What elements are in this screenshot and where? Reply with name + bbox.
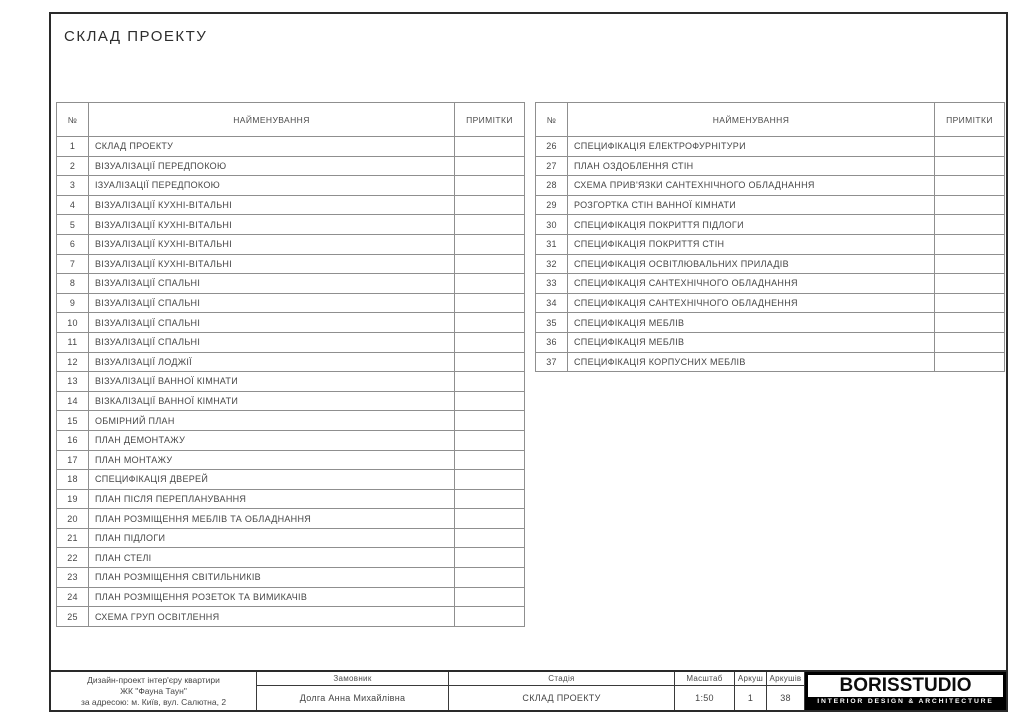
table-row — [57, 274, 525, 294]
cell-notes — [455, 137, 525, 157]
project-description-cell — [51, 672, 257, 710]
table-row — [57, 215, 525, 235]
table-row — [57, 391, 525, 411]
cell-name: ОБМІРНИЙ ПЛАН — [89, 411, 455, 431]
cell-num: 23 — [57, 568, 89, 588]
table-row — [57, 156, 525, 176]
cell-num: 17 — [57, 450, 89, 470]
cell-notes — [455, 411, 525, 431]
table-row — [536, 156, 1005, 176]
cell-notes — [935, 352, 1005, 372]
page-title: СКЛАД ПРОЕКТУ — [64, 28, 208, 45]
cell-num: 12 — [57, 352, 89, 372]
column-header-name: НАЙМЕНУВАННЯ — [568, 103, 935, 137]
scale-cell — [675, 672, 735, 710]
cell-num: 4 — [57, 195, 89, 215]
cell-notes — [455, 313, 525, 333]
cell-name: ВІЗУАЛІЗАЦІЇ КУХНІ-ВІТАЛЬНІ — [89, 254, 455, 274]
cell-num: 5 — [57, 215, 89, 235]
cell-num: 31 — [536, 234, 568, 254]
cell-num: 20 — [57, 509, 89, 529]
table-row — [57, 372, 525, 392]
cell-num: 24 — [57, 587, 89, 607]
cell-num: 30 — [536, 215, 568, 235]
cell-num: 25 — [57, 607, 89, 627]
cell-notes — [935, 215, 1005, 235]
cell-num: 26 — [536, 137, 568, 157]
cell-num: 28 — [536, 176, 568, 196]
project-description-line: за адресою: м. Київ, вул. Салютна, 2 — [80, 696, 227, 707]
stage-value: СКЛАД ПРОЕКТУ — [522, 693, 601, 703]
cell-name: ВІЗУАЛІЗАЦІЇ КУХНІ-ВІТАЛЬНІ — [89, 234, 455, 254]
table-row — [57, 411, 525, 431]
cell-notes — [455, 372, 525, 392]
table-row — [57, 509, 525, 529]
sheet-index-table-left — [56, 102, 525, 627]
table-row — [536, 352, 1005, 372]
column-header-name: НАЙМЕНУВАННЯ — [89, 103, 455, 137]
cell-notes — [455, 156, 525, 176]
cell-name: ПЛАН РОЗМІЩЕННЯ СВІТИЛЬНИКІВ — [89, 568, 455, 588]
cell-notes — [455, 587, 525, 607]
cell-notes — [455, 568, 525, 588]
cell-num: 22 — [57, 548, 89, 568]
cell-notes — [455, 215, 525, 235]
sheet-number-cell — [735, 672, 767, 710]
cell-name: ВІЗУАЛІЗАЦІЇ ЛОДЖІЇ — [89, 352, 455, 372]
table-row — [57, 528, 525, 548]
cell-name: ПЛАН МОНТАЖУ — [89, 450, 455, 470]
cell-name: СПЕЦИФІКАЦІЯ ДВЕРЕЙ — [89, 470, 455, 490]
table-row — [536, 254, 1005, 274]
cell-name: ПЛАН СТЕЛІ — [89, 548, 455, 568]
cell-name: СХЕМА ГРУП ОСВІТЛЕННЯ — [89, 607, 455, 627]
cell-name: СКЛАД ПРОЕКТУ — [89, 137, 455, 157]
column-header-notes: ПРИМІТКИ — [935, 103, 1005, 137]
studio-logo-name: BORISSTUDIO — [839, 674, 972, 697]
cell-name: СПЕЦИФІКАЦІЯ МЕБЛІВ — [568, 332, 935, 352]
table-row — [536, 137, 1005, 157]
cell-name: СПЕЦИФІКАЦІЯ САНТЕХНІЧНОГО ОБЛАДНАННЯ — [568, 274, 935, 294]
table-row — [57, 489, 525, 509]
cell-notes — [455, 234, 525, 254]
table-row — [57, 352, 525, 372]
table-row — [57, 607, 525, 627]
cell-name: СПЕЦИФІКАЦІЯ ПОКРИТТЯ СТІН — [568, 234, 935, 254]
cell-name: ВІЗУАЛІЗАЦІЇ ВАННОЇ КІМНАТИ — [89, 372, 455, 392]
cell-notes — [455, 176, 525, 196]
cell-name: ВІЗУАЛІЗАЦІЇ КУХНІ-ВІТАЛЬНІ — [89, 215, 455, 235]
cell-num: 33 — [536, 274, 568, 294]
table-row — [57, 450, 525, 470]
cell-notes — [455, 528, 525, 548]
stage-cell — [449, 672, 675, 710]
cell-notes — [455, 293, 525, 313]
cell-notes — [935, 234, 1005, 254]
stage-label: Стадія — [449, 672, 674, 686]
cell-num: 29 — [536, 195, 568, 215]
cell-num: 32 — [536, 254, 568, 274]
table-row — [57, 313, 525, 333]
cell-notes — [935, 137, 1005, 157]
cell-num: 14 — [57, 391, 89, 411]
table-row — [536, 313, 1005, 333]
cell-name: РОЗГОРТКА СТІН ВАННОЇ КІМНАТИ — [568, 195, 935, 215]
cell-notes — [935, 332, 1005, 352]
table-row — [57, 568, 525, 588]
cell-name: СПЕЦИФІКАЦІЯ ЕЛЕКТРОФУРНІТУРИ — [568, 137, 935, 157]
cell-notes — [455, 195, 525, 215]
cell-num: 11 — [57, 332, 89, 352]
table-row — [536, 293, 1005, 313]
cell-name: ПЛАН ОЗДОБЛЕННЯ СТІН — [568, 156, 935, 176]
cell-num: 2 — [57, 156, 89, 176]
column-header-number: № — [536, 103, 568, 137]
cell-num: 36 — [536, 332, 568, 352]
cell-name: ВІЗУАЛІЗАЦІЇ КУХНІ-ВІТАЛЬНІ — [89, 195, 455, 215]
cell-num: 18 — [57, 470, 89, 490]
table-row — [536, 176, 1005, 196]
customer-cell — [257, 672, 449, 710]
table-row — [57, 548, 525, 568]
table-header-row — [536, 103, 1005, 137]
sheet-number-value: 1 — [747, 693, 754, 703]
cell-notes — [455, 509, 525, 529]
cell-notes — [455, 274, 525, 294]
column-header-notes: ПРИМІТКИ — [455, 103, 525, 137]
sheet-index-table-right — [535, 102, 1005, 372]
table-row — [57, 332, 525, 352]
table-row — [57, 176, 525, 196]
scale-value: 1:50 — [695, 693, 714, 703]
studio-logo-tagline: INTERIOR DESIGN & ARCHITECTURE — [808, 697, 1003, 707]
customer-value: Долга Анна Михайлівна — [299, 693, 406, 703]
cell-num: 9 — [57, 293, 89, 313]
studio-logo — [805, 672, 1006, 710]
cell-notes — [455, 352, 525, 372]
sheet-count-value: 38 — [780, 693, 791, 703]
cell-name: ВІЗКАЛІЗАЦІЇ ВАННОЇ КІМНАТИ — [89, 391, 455, 411]
table-row — [57, 470, 525, 490]
cell-name: ПЛАН ПІСЛЯ ПЕРЕПЛАНУВАННЯ — [89, 489, 455, 509]
cell-num: 8 — [57, 274, 89, 294]
cell-notes — [455, 470, 525, 490]
sheet-frame — [49, 12, 1008, 712]
cell-notes — [935, 195, 1005, 215]
cell-name: СПЕЦИФІКАЦІЯ МЕБЛІВ — [568, 313, 935, 333]
cell-name: СПЕЦИФІКАЦІЯ ПОКРИТТЯ ПІДЛОГИ — [568, 215, 935, 235]
title-block — [49, 670, 1008, 712]
cell-num: 15 — [57, 411, 89, 431]
cell-notes — [935, 156, 1005, 176]
cell-num: 27 — [536, 156, 568, 176]
cell-notes — [935, 274, 1005, 294]
table-row — [57, 234, 525, 254]
scale-label: Масштаб — [675, 672, 734, 686]
cell-notes — [935, 176, 1005, 196]
cell-notes — [455, 254, 525, 274]
table-row — [536, 274, 1005, 294]
cell-name: ВІЗУАЛІЗАЦІЇ СПАЛЬНІ — [89, 293, 455, 313]
cell-name: ВІЗУАЛІЗАЦІЇ ПЕРЕДПОКОЮ — [89, 156, 455, 176]
cell-name: ПЛАН ДЕМОНТАЖУ — [89, 430, 455, 450]
table-row — [536, 234, 1005, 254]
cell-notes — [935, 313, 1005, 333]
table-header-row — [57, 103, 525, 137]
cell-notes — [455, 391, 525, 411]
table-row — [57, 137, 525, 157]
table-row — [536, 332, 1005, 352]
cell-name: ІЗУАЛІЗАЦІЇ ПЕРЕДПОКОЮ — [89, 176, 455, 196]
table-row — [57, 587, 525, 607]
table-row — [536, 195, 1005, 215]
cell-notes — [455, 607, 525, 627]
cell-num: 3 — [57, 176, 89, 196]
project-description-line: ЖК "Фауна Таун" — [120, 685, 187, 696]
cell-name: ПЛАН РОЗМІЩЕННЯ РОЗЕТОК ТА ВИМИКАЧІВ — [89, 587, 455, 607]
cell-num: 19 — [57, 489, 89, 509]
cell-num: 21 — [57, 528, 89, 548]
cell-num: 16 — [57, 430, 89, 450]
table-row — [57, 195, 525, 215]
table-row — [57, 430, 525, 450]
cell-name: ВІЗУАЛІЗАЦІЇ СПАЛЬНІ — [89, 332, 455, 352]
cell-name: ВІЗУАЛІЗАЦІЇ СПАЛЬНІ — [89, 313, 455, 333]
studio-logo-cell — [805, 672, 1006, 710]
cell-notes — [935, 254, 1005, 274]
cell-num: 35 — [536, 313, 568, 333]
cell-name: ПЛАН РОЗМІЩЕННЯ МЕБЛІВ ТА ОБЛАДНАННЯ — [89, 509, 455, 529]
sheet-count-label: Аркушів — [767, 672, 804, 686]
cell-name: СХЕМА ПРИВ'ЯЗКИ САНТЕХНІЧНОГО ОБЛАДНАННЯ — [568, 176, 935, 196]
cell-name: ПЛАН ПІДЛОГИ — [89, 528, 455, 548]
column-header-number: № — [57, 103, 89, 137]
customer-label: Замовник — [257, 672, 448, 686]
cell-num: 1 — [57, 137, 89, 157]
cell-notes — [455, 332, 525, 352]
project-description-line: Дизайн-проект інтер'єру квартири — [87, 674, 220, 685]
cell-notes — [455, 430, 525, 450]
cell-notes — [455, 548, 525, 568]
cell-name: СПЕЦИФІКАЦІЯ КОРПУСНИХ МЕБЛІВ — [568, 352, 935, 372]
cell-num: 13 — [57, 372, 89, 392]
cell-num: 7 — [57, 254, 89, 274]
cell-name: СПЕЦИФІКАЦІЯ ОСВІТЛЮВАЛЬНИХ ПРИЛАДІВ — [568, 254, 935, 274]
cell-notes — [935, 293, 1005, 313]
table-row — [57, 293, 525, 313]
cell-num: 6 — [57, 234, 89, 254]
cell-num: 37 — [536, 352, 568, 372]
cell-num: 10 — [57, 313, 89, 333]
table-row — [536, 215, 1005, 235]
cell-notes — [455, 489, 525, 509]
cell-notes — [455, 450, 525, 470]
sheet-count-cell — [767, 672, 805, 710]
sheet-number-label: Аркуш — [735, 672, 766, 686]
cell-name: СПЕЦИФІКАЦІЯ САНТЕХНІЧНОГО ОБЛАДНЕННЯ — [568, 293, 935, 313]
table-row — [57, 254, 525, 274]
cell-name: ВІЗУАЛІЗАЦІЇ СПАЛЬНІ — [89, 274, 455, 294]
cell-num: 34 — [536, 293, 568, 313]
